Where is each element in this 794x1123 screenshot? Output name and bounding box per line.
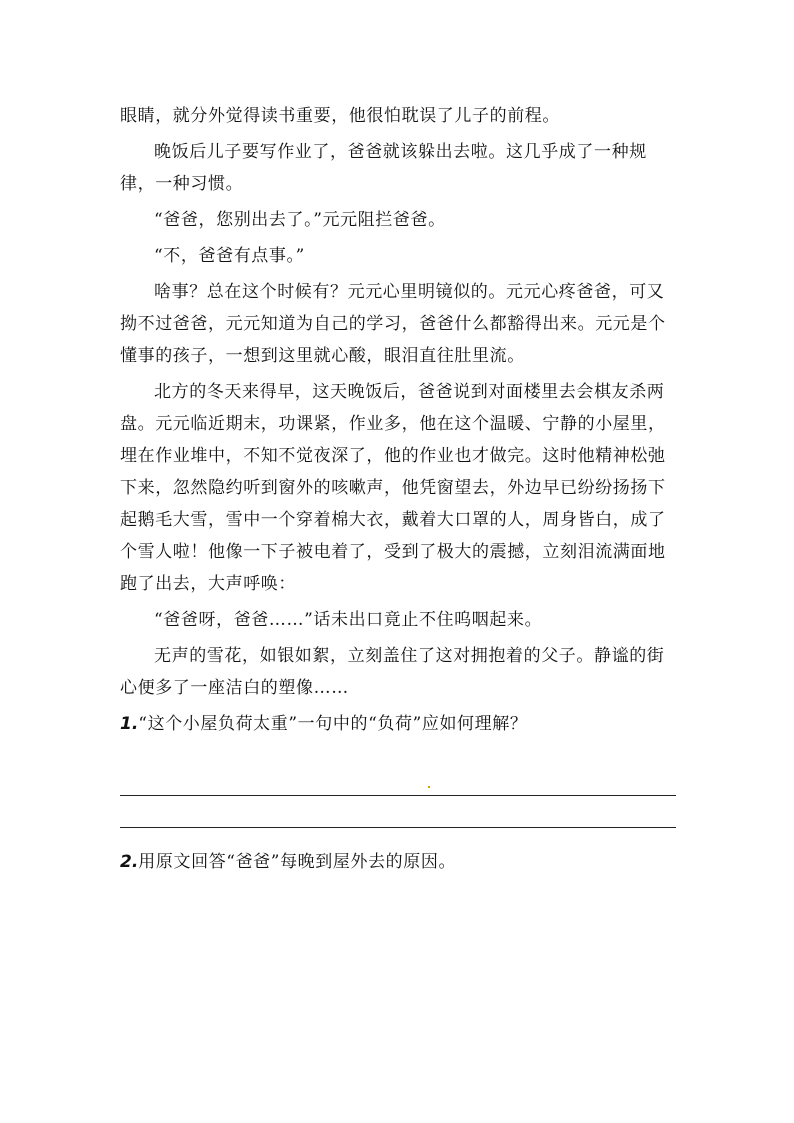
paragraph-5: 啥事？总在这个时候有？元元心里明镜似的。元元心疼爸爸，可又拗不过爸爸，元元知道为自己的学习，爸爸什么都豁得出来。元元是个懂事的孩子，一想到这里就心酸，眼泪直往肚里流。 <box>120 282 666 366</box>
question-1 <box>120 708 676 740</box>
answer-line[interactable] <box>120 796 676 828</box>
question-2-text: 用原文回答“爸爸”每晚到屋外去的原因。 <box>138 852 457 872</box>
paragraph-8: 无声的雪花，如银如絮，立刻盖住了这对拥抱着的父子。静谧的街心便多了一座洁白的塑像…… <box>120 646 665 698</box>
paragraph-4: “不，爸爸有点事。” <box>154 246 305 266</box>
question-1-text: “这个小屋负荷太重”一句中的“负荷”应如何理解？ <box>138 714 528 734</box>
answer-line[interactable] <box>120 764 676 796</box>
paragraph-2: 晚饭后儿子要写作业了，爸爸就该躲出去啦。这几乎成了一种规律，一种习惯。 <box>120 142 647 194</box>
mark-dot <box>428 786 430 788</box>
paragraph-6: 北方的冬天来得早，这天晚饭后，爸爸说到对面楼里去会棋友杀两盘。元元临近期末，功课紧，作业多，他在这个温暖、宁静的小屋里，埋在作业堆中，不知不觉夜深了，他的作业也才做完。这时他精神松弛下来，忽然隐约听到窗外的咳嗽声，他凭窗望去，外边早已纷纷扬扬下起鹅毛大雪，雪中一个穿着棉大衣，戴着大口罩的人，周身皆白，成了个雪人啦！他像一下子被电着了，受到了极大的震撼，立刻泪流满面地跑了出去，大声呼唤： <box>120 382 666 594</box>
question-2 <box>120 846 676 878</box>
document-body <box>120 100 676 878</box>
question-2-number: 2. <box>120 852 139 872</box>
question-1-number: 1. <box>120 714 139 734</box>
paragraph-1: 眼睛，就分外觉得读书重要，他很怕耽误了儿子的前程。 <box>120 106 560 126</box>
paragraph-7: “爸爸呀，爸爸……”话未出口竟止不住呜咽起来。 <box>154 610 543 630</box>
answer-area-1[interactable] <box>120 764 676 828</box>
paragraph-3: “爸爸，您别出去了。”元元阻拦爸爸。 <box>154 210 446 230</box>
